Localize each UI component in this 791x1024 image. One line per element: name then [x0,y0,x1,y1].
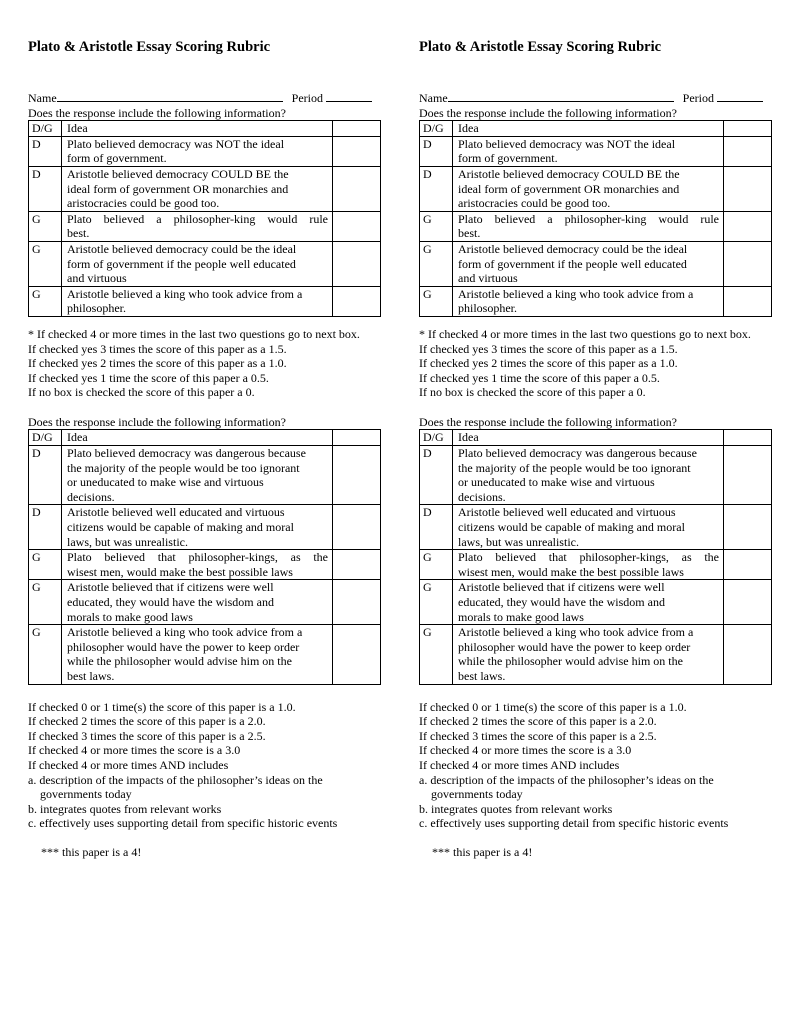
check-box[interactable] [333,625,381,684]
check-box[interactable] [333,550,381,580]
idea-line: Aristotle believed that if citizens were well [67,580,274,595]
idea-line: laws, but was unrealistic. [458,534,579,549]
idea-line: Aristotle believed democracy could be the ideal [67,241,297,256]
check-header [724,430,772,446]
idea-line: Aristotle believed a king who took advice from a [458,286,694,301]
name-blank [57,90,283,102]
idea-line: while the philosopher would advise him on the [458,654,683,669]
dg-cell: G [420,211,453,241]
dg-cell: G [29,580,62,625]
table-row [29,211,381,241]
score-line: If checked 2 times the score of this paper is a 2.0. [28,714,266,729]
idea-line: morals to make good laws [458,609,584,624]
check-box[interactable] [724,166,772,211]
idea-cell [62,625,333,684]
table-row [420,446,772,505]
check-box[interactable] [724,580,772,625]
dg-cell: G [420,580,453,625]
idea-line: form of government if the people well educated [67,256,296,271]
idea-line: ideal form of government OR monarchies and [67,181,289,196]
score-line: If no box is checked the score of this paper a 0. [28,385,255,400]
idea-line: educated, they would have the wisdom and [67,595,274,609]
idea-cell [453,241,724,286]
table-row [420,286,772,316]
idea-cell [453,505,724,550]
table-row [29,550,381,580]
check-box[interactable] [724,550,772,580]
idea-cell [62,580,333,625]
idea-line: Aristotle believed democracy could be the ideal [458,241,688,256]
idea-line: Plato believed that philosopher-kings, as the [458,550,719,565]
question-2: Does the response include the following information? [28,414,286,429]
period-blank [717,90,763,102]
name-label: Name [28,91,57,105]
checklist-table-2 [419,429,772,684]
check-box[interactable] [333,446,381,505]
col-dg-header: D/G [29,121,62,137]
idea-line: citizens would be capable of making and moral [458,520,685,535]
score-line: If checked yes 2 times the score of this paper as a 1.0. [28,356,287,371]
idea-line: Aristotle believed a king who took advice from a [67,286,303,301]
dg-cell: G [29,286,62,316]
idea-line: Plato believed that philosopher-kings, as the [67,550,328,565]
idea-cell [62,505,333,550]
idea-line: Aristotle believed well educated and virtuous [67,505,285,520]
criterion: b. integrates quotes from relevant works [419,801,613,816]
table-row [420,580,772,625]
check-box[interactable] [724,446,772,505]
idea-line: citizens would be capable of making and moral [67,520,294,535]
table-row [420,211,772,241]
table-row [29,286,381,316]
score-line: If checked yes 3 times the score of this paper as a 1.5. [28,341,287,356]
idea-line: morals to make good laws [67,609,193,624]
score-line: If checked 2 times the score of this paper is a 2.0. [419,714,657,729]
idea-line: Aristotle believed democracy COULD BE the [67,166,289,181]
idea-line: the majority of the people would be too ignorant [458,460,691,475]
checklist-table-2 [28,429,381,684]
dg-cell: D [420,136,453,166]
idea-line: best. [458,226,481,241]
check-header [724,121,772,137]
idea-line: Plato believed democracy was NOT the ideal [67,136,285,151]
idea-cell [62,286,333,316]
score-line: If checked 3 times the score of this paper is a 2.5. [419,728,657,743]
idea-cell [453,550,724,580]
table-header-row [420,121,772,137]
rubric-title: Plato & Aristotle Essay Scoring Rubric [419,39,662,55]
idea-line: Plato believed democracy was NOT the ideal [458,136,676,151]
idea-line: or uneducated to make wise and virtuous [458,475,655,490]
name-period-line [419,90,763,106]
idea-line: wisest men, would make the best possible laws [67,564,293,579]
idea-cell [453,136,724,166]
idea-cell [453,580,724,625]
check-box[interactable] [724,211,772,241]
idea-line: wisest men, would make the best possible laws [458,564,684,579]
checklist-table-1 [28,120,381,317]
rubric-right [419,38,775,860]
check-box[interactable] [333,241,381,286]
score-line: If checked 0 or 1 time(s) the score of this paper is a 1.0. [419,699,687,714]
idea-line: the majority of the people would be too ignorant [67,460,300,475]
idea-line: Plato believed a philosopher-king would rule [67,211,328,226]
table-row [29,166,381,211]
question-1: Does the response include the following information? [419,105,677,120]
dg-cell: D [420,446,453,505]
table-row [420,550,772,580]
name-label: Name [419,91,448,105]
table-row [29,505,381,550]
idea-cell [453,211,724,241]
table-row [420,625,772,684]
idea-line: form of government if the people well educated [458,256,687,271]
criterion: c. effectively uses supporting detail from specific historic events [28,816,338,831]
idea-cell [453,286,724,316]
check-box[interactable] [333,286,381,316]
dg-cell: D [29,166,62,211]
dg-cell: D [420,166,453,211]
criterion: c. effectively uses supporting detail from specific historic events [419,816,729,831]
col-idea-header: Idea [453,430,724,446]
dg-cell: G [420,286,453,316]
final-score: *** this paper is a 4! [432,844,533,859]
dg-cell: G [29,241,62,286]
final-score: *** this paper is a 4! [41,844,142,859]
table-row [420,136,772,166]
rubric-left [28,38,384,860]
check-box[interactable] [333,211,381,241]
col-dg-header: D/G [420,121,453,137]
idea-line: laws, but was unrealistic. [67,534,188,549]
table-row [29,580,381,625]
idea-cell [62,166,333,211]
table-header-row [29,430,381,446]
col-idea-header: Idea [62,430,333,446]
table-row [29,241,381,286]
question-2: Does the response include the following information? [419,414,677,429]
period-label: Period [682,91,714,105]
criterion: a. description of the impacts of the philosopher’s ideas on the governments today [419,772,714,802]
score-line: If checked yes 2 times the score of this paper as a 1.0. [419,356,678,371]
idea-cell [453,625,724,684]
check-box[interactable] [724,286,772,316]
idea-line: best. [67,226,90,241]
dg-cell: G [29,625,62,684]
period-label: Period [291,91,323,105]
check-box[interactable] [724,625,772,684]
dg-cell: G [420,550,453,580]
idea-line: aristocracies could be good too. [458,196,611,211]
criterion: b. integrates quotes from relevant works [28,801,222,816]
score-line: If checked 4 or more times AND includes [419,757,620,772]
table-row [420,505,772,550]
idea-line: ideal form of government OR monarchies and [458,181,680,196]
idea-line: philosopher. [458,301,517,316]
idea-line: aristocracies could be good too. [67,196,220,211]
idea-line: educated, they would have the wisdom and [458,595,665,609]
dg-cell: D [29,505,62,550]
period-blank [326,90,372,102]
idea-line: form of government. [458,151,558,166]
idea-line: Plato believed a philosopher-king would rule [458,211,719,226]
check-box[interactable] [724,136,772,166]
idea-line: while the philosopher would advise him on the [67,654,292,669]
idea-cell [453,166,724,211]
check-box[interactable] [333,505,381,550]
idea-cell [62,550,333,580]
dg-cell: G [29,211,62,241]
check-header [333,121,381,137]
dg-cell: G [420,241,453,286]
idea-line: form of government. [67,151,167,166]
col-idea-header: Idea [453,121,724,137]
idea-line: best laws. [458,668,506,683]
score-line: If checked yes 3 times the score of this paper as a 1.5. [419,341,678,356]
table-row [29,136,381,166]
idea-line: Plato believed democracy was dangerous because [67,446,306,461]
score-line: If checked 4 or more times the score is a 3.0 [419,743,632,758]
table-header-row [29,121,381,137]
dg-cell: G [29,550,62,580]
idea-line: philosopher. [67,301,126,316]
idea-line: and virtuous [67,271,127,286]
idea-line: best laws. [67,668,115,683]
note-1: * If checked 4 or more times in the last two questions go to next box. [419,326,751,341]
score-line: If no box is checked the score of this paper a 0. [419,385,646,400]
table-header-row [420,430,772,446]
idea-cell [62,136,333,166]
col-dg-header: D/G [29,430,62,446]
note-1: * If checked 4 or more times in the last two questions go to next box. [28,326,360,341]
idea-cell [62,241,333,286]
idea-line: philosopher would have the power to keep order [458,639,691,654]
idea-line: and virtuous [458,271,518,286]
check-box[interactable] [724,241,772,286]
question-1: Does the response include the following information? [28,105,286,120]
checklist-table-1 [419,120,772,317]
table-row [420,166,772,211]
idea-line: decisions. [67,489,115,504]
rubric-title: Plato & Aristotle Essay Scoring Rubric [28,39,271,55]
idea-line: Aristotle believed that if citizens were well [458,580,665,595]
score-line: If checked 4 or more times the score is a 3.0 [28,743,241,758]
dg-cell: D [29,136,62,166]
table-row [420,241,772,286]
score-line: If checked yes 1 time the score of this paper a 0.5. [419,370,660,385]
criterion: a. description of the impacts of the philosopher’s ideas on the governments today [28,772,323,802]
check-box[interactable] [333,580,381,625]
idea-line: Aristotle believed well educated and virtuous [458,505,676,520]
idea-line: or uneducated to make wise and virtuous [67,475,264,490]
check-header [333,430,381,446]
score-line: If checked 3 times the score of this paper is a 2.5. [28,728,266,743]
idea-cell [62,446,333,505]
check-box[interactable] [333,136,381,166]
score-line: If checked 4 or more times AND includes [28,757,229,772]
idea-line: Aristotle believed a king who took advice from a [458,625,694,640]
idea-line: Plato believed democracy was dangerous because [458,446,697,461]
idea-line: decisions. [458,489,506,504]
idea-line: philosopher would have the power to keep order [67,639,300,654]
check-box[interactable] [333,166,381,211]
col-dg-header: D/G [420,430,453,446]
table-row [29,446,381,505]
idea-cell [453,446,724,505]
idea-line: Aristotle believed democracy COULD BE the [458,166,680,181]
name-blank [448,90,674,102]
name-period-line [28,90,372,106]
col-idea-header: Idea [62,121,333,137]
check-box[interactable] [724,505,772,550]
idea-cell [62,211,333,241]
score-line: If checked yes 1 time the score of this paper a 0.5. [28,370,269,385]
idea-line: Aristotle believed a king who took advice from a [67,625,303,640]
table-row [29,625,381,684]
score-line: If checked 0 or 1 time(s) the score of this paper is a 1.0. [28,699,296,714]
dg-cell: D [29,446,62,505]
dg-cell: G [420,625,453,684]
dg-cell: D [420,505,453,550]
